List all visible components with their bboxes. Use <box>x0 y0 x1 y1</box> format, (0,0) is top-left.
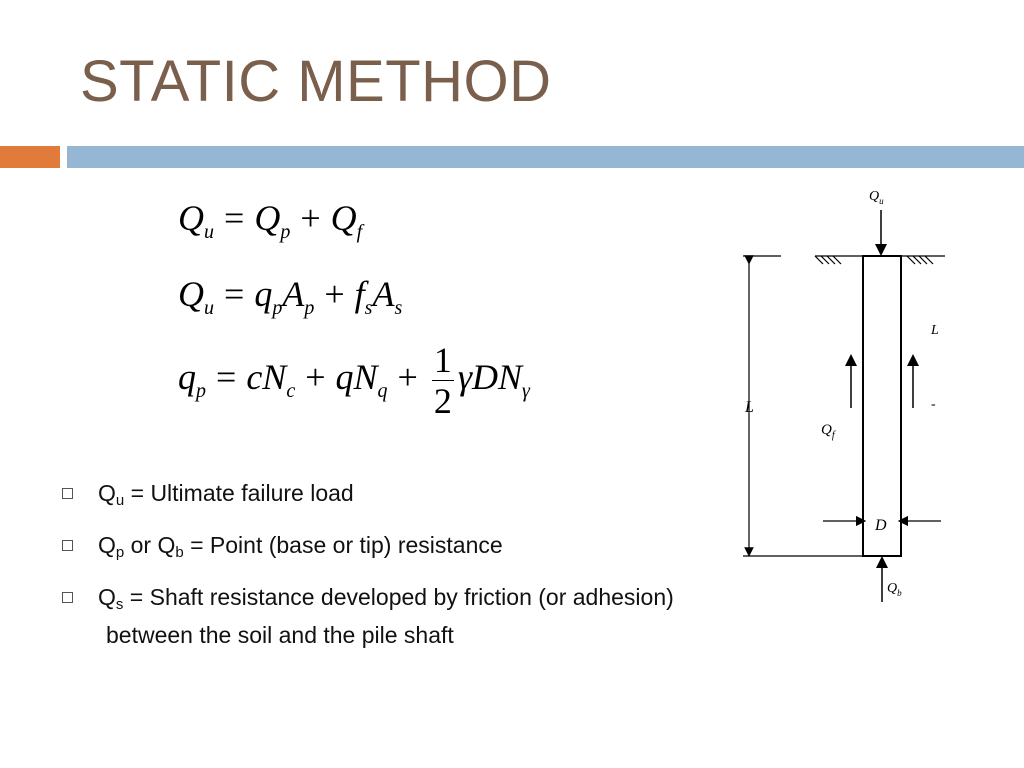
bullet-qp-sub: p <box>115 544 125 561</box>
eq1-lhs: Q <box>178 198 204 238</box>
eq3-plus1: + <box>305 356 326 397</box>
diameter-label: D <box>875 517 887 534</box>
bullet-square-icon <box>62 488 73 499</box>
eq3-equals: = <box>216 356 237 397</box>
equation-point-bearing <box>178 340 530 421</box>
length-label: L <box>745 399 754 416</box>
eq1-plus: + <box>300 198 321 238</box>
eq1-term2-sub: f <box>356 221 363 243</box>
eq3-term1: cN <box>246 356 287 397</box>
eq2-equals: = <box>224 274 245 314</box>
definitions-list <box>60 478 674 664</box>
bullet-square-icon <box>62 540 73 551</box>
eq3-fraction <box>432 340 454 421</box>
eq2-plus: + <box>324 274 345 314</box>
eq1-term2: Q <box>330 198 357 238</box>
bullet-qu <box>60 478 674 516</box>
friction-label: $Q_f$ <box>821 422 835 441</box>
eq3-term2-sub: q <box>377 379 388 402</box>
slide-title: STATIC METHOD <box>80 49 552 114</box>
right-dash-mark: - <box>931 397 936 412</box>
eq3-lhs-sub: p <box>196 379 206 402</box>
eq3-lhs: q <box>178 356 196 397</box>
eq2-as-sub: s <box>394 297 403 319</box>
eq2-as: A <box>372 274 395 314</box>
bullet-qp-or: or Q <box>124 532 176 558</box>
bullet-qu-text: = Ultimate failure load <box>124 480 354 506</box>
bullet-qs-text: = Shaft resistance developed by friction (or adhesion) <box>123 584 674 610</box>
eq3-term1-sub: c <box>286 379 296 402</box>
eq2-qp: q <box>254 274 273 314</box>
eq3-term3: γDN <box>457 356 523 397</box>
bullet-qs-symbol: Q <box>98 584 116 610</box>
pile-shaft <box>863 256 901 556</box>
bullet-qu-symbol: Q <box>98 480 116 506</box>
top-load-label: $Q_u$ <box>869 189 884 206</box>
bullet-qu-sub: u <box>115 492 125 509</box>
bullet-qs <box>60 582 674 650</box>
eq3-term3-sub: γ <box>522 379 530 402</box>
bullet-qp <box>60 530 674 568</box>
eq1-term1-sub: p <box>280 221 291 243</box>
eq3-frac-denominator: 2 <box>433 381 452 421</box>
bullet-qp-text: = Point (base or tip) resistance <box>183 532 503 558</box>
pile-diagram <box>735 178 945 608</box>
eq1-term1: Q <box>254 198 281 238</box>
accent-bar-orange <box>0 146 60 168</box>
eq2-fs: f <box>354 274 365 314</box>
base-resistance-label: $Q_b$ <box>887 581 902 598</box>
eq2-ap-sub: p <box>304 297 315 319</box>
eq1-equals: = <box>224 198 245 238</box>
bullet-square-icon <box>62 592 73 603</box>
eq1-lhs-sub: u <box>204 221 214 243</box>
accent-bar-blue <box>67 146 1024 168</box>
right-partial-label: L <box>931 323 939 338</box>
eq2-fs-sub: s <box>364 297 373 319</box>
eq3-plus2: + <box>397 356 418 397</box>
bullet-qs-sub: s <box>115 596 124 613</box>
bullet-qs-continuation: between the soil and the pile shaft <box>106 622 454 648</box>
eq2-ap: A <box>282 274 305 314</box>
equation-resistance-components <box>178 276 402 318</box>
length-dimension <box>743 256 863 556</box>
bullet-qp-symbol: Q <box>98 532 116 558</box>
eq2-lhs: Q <box>178 274 204 314</box>
eq2-qp-sub: p <box>272 297 283 319</box>
bullet-qb-sub: b <box>175 544 184 561</box>
eq3-term2: qN <box>335 356 378 397</box>
eq3-frac-numerator: 1 <box>433 340 452 380</box>
equation-ultimate-load <box>178 200 362 242</box>
eq2-lhs-sub: u <box>204 297 214 319</box>
